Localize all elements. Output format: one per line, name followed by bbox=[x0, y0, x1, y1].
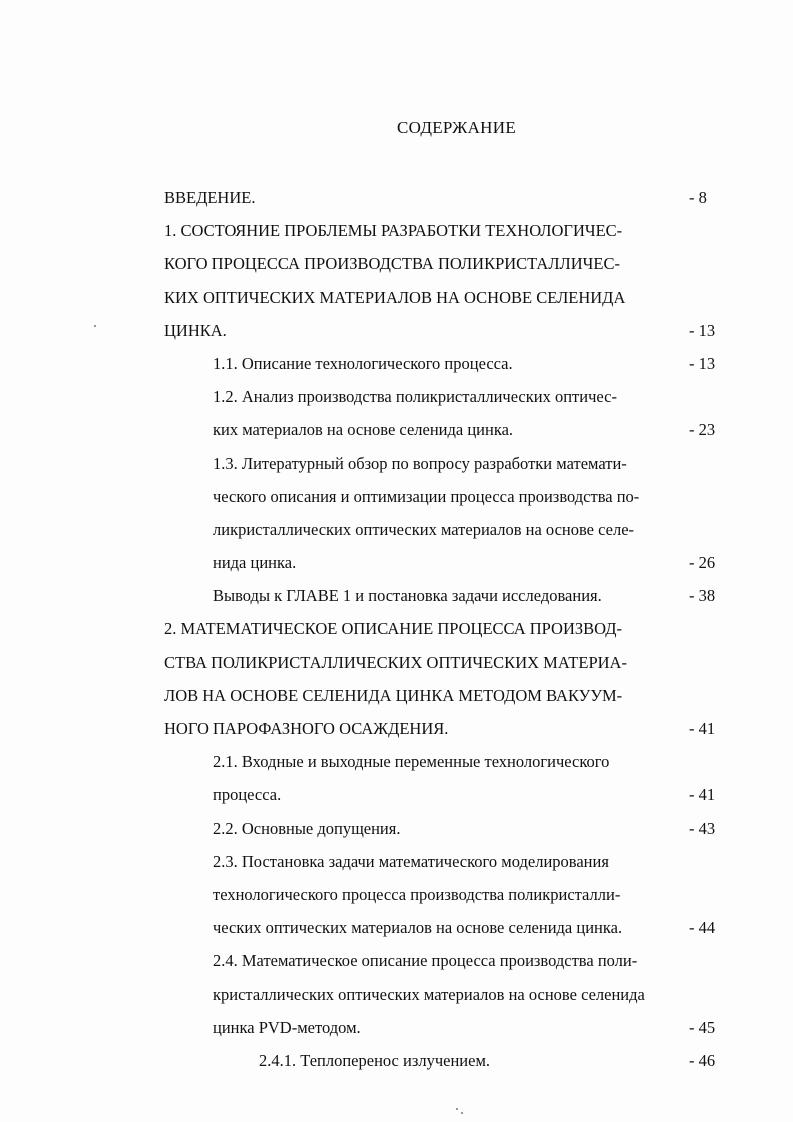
toc-entry-text: 1.2. Анализ производства поликристаллических оптичес- bbox=[213, 387, 617, 407]
toc-entry bbox=[0, 712, 793, 745]
toc-entry bbox=[0, 546, 793, 579]
toc-entry bbox=[0, 878, 793, 911]
page-title: СОДЕРЖАНИЕ bbox=[396, 118, 517, 137]
toc-page-number: - 41 bbox=[689, 719, 716, 738]
toc-entry-text: НОГО ПАРОФАЗНОГО ОСАЖДЕНИЯ. bbox=[164, 719, 449, 738]
toc-entry-text: нида цинка. bbox=[213, 553, 297, 573]
toc-entry bbox=[0, 978, 793, 1011]
toc-entry-text: 1. СОСТОЯНИЕ ПРОБЛЕМЫ РАЗРАБОТКИ ТЕХНОЛОГИЧЕС- bbox=[164, 221, 623, 241]
toc-page-number: - 8 bbox=[689, 188, 707, 207]
toc-entry-text: технологического процесса производства поликристалли- bbox=[213, 884, 621, 904]
scan-speck bbox=[461, 1112, 463, 1114]
toc-page-number: - 46 bbox=[689, 1050, 716, 1070]
toc-page-number: - 23 bbox=[689, 420, 716, 440]
toc-page-number: - 13 bbox=[689, 320, 716, 340]
toc-entry bbox=[0, 347, 793, 380]
toc-page-number: - 41 bbox=[689, 785, 716, 805]
toc-entry bbox=[0, 778, 793, 811]
toc-entry-text: Выводы к ГЛАВЕ 1 и постановка задачи исследования. bbox=[213, 586, 602, 606]
toc-entry-text: кристаллических оптических материалов на основе селенида bbox=[213, 984, 645, 1004]
toc-page-number: - 13 bbox=[689, 353, 716, 373]
toc-entry-text: 2.4. Математическое описание процесса производства поли- bbox=[213, 951, 638, 971]
toc-entry bbox=[0, 1044, 793, 1077]
toc-entry bbox=[0, 181, 793, 214]
toc-entry-text: ких материалов на основе селенида цинка. bbox=[213, 420, 514, 440]
toc-entry-text: ВВЕДЕНИЕ. bbox=[164, 188, 256, 207]
toc-entry-text: ческих оптических материалов на основе селенида цинка. bbox=[213, 918, 623, 938]
toc-entry bbox=[0, 612, 793, 645]
toc-entry-text: 2.1. Входные и выходные переменные технологического bbox=[213, 752, 610, 772]
toc-entry bbox=[0, 845, 793, 878]
table-of-contents bbox=[0, 181, 793, 1077]
toc-entry bbox=[0, 944, 793, 977]
toc-page-number: - 26 bbox=[689, 553, 716, 573]
toc-entry-text: 2. МАТЕМАТИЧЕСКОЕ ОПИСАНИЕ ПРОЦЕССА ПРОИЗВОД- bbox=[164, 619, 623, 639]
scan-speck bbox=[94, 325, 96, 327]
toc-page-number: - 45 bbox=[689, 1017, 716, 1037]
toc-entry-text: процесса. bbox=[213, 785, 282, 805]
toc-entry-text: КОГО ПРОЦЕССА ПРОИЗВОДСТВА ПОЛИКРИСТАЛЛИЧЕС- bbox=[164, 254, 620, 274]
toc-entry-text: СТВА ПОЛИКРИСТАЛЛИЧЕСКИХ ОПТИЧЕСКИХ МАТЕРИА- bbox=[164, 652, 627, 672]
toc-entry bbox=[0, 745, 793, 778]
toc-entry bbox=[0, 911, 793, 944]
toc-entry-text: 2.2. Основные допущения. bbox=[213, 818, 401, 838]
toc-entry bbox=[0, 1011, 793, 1044]
toc-entry bbox=[0, 812, 793, 845]
toc-entry-text: ликристаллических оптических материалов на основе селе- bbox=[213, 519, 635, 539]
toc-entry-text: 2.3. Постановка задачи математического моделирования bbox=[213, 851, 609, 871]
toc-page-number: - 43 bbox=[689, 818, 716, 838]
toc-entry bbox=[0, 214, 793, 247]
toc-entry bbox=[0, 281, 793, 314]
toc-entry bbox=[0, 646, 793, 679]
toc-entry-text: 1.1. Описание технологического процесса. bbox=[213, 353, 513, 373]
toc-entry-text: 1.3. Литературный обзор по вопросу разработки математи- bbox=[213, 453, 627, 473]
toc-entry-text: 2.4.1. Теплоперенос излучением. bbox=[259, 1050, 491, 1070]
toc-entry-text: КИХ ОПТИЧЕСКИХ МАТЕРИАЛОВ НА ОСНОВЕ СЕЛЕНИДА bbox=[164, 287, 626, 307]
toc-entry-text: ЛОВ НА ОСНОВЕ СЕЛЕНИДА ЦИНКА МЕТОДОМ ВАКУУМ- bbox=[164, 685, 623, 705]
toc-entry-text: цинка PVD-методом. bbox=[213, 1017, 361, 1037]
toc-entry bbox=[0, 679, 793, 712]
toc-page-number: - 44 bbox=[689, 918, 716, 938]
toc-entry bbox=[0, 447, 793, 480]
toc-entry bbox=[0, 579, 793, 612]
toc-entry bbox=[0, 247, 793, 280]
toc-entry bbox=[0, 314, 793, 347]
toc-page-number: - 38 bbox=[689, 586, 716, 606]
toc-entry-text: ческого описания и оптимизации процесса производства по- bbox=[213, 486, 640, 506]
toc-entry bbox=[0, 513, 793, 546]
toc-entry bbox=[0, 413, 793, 446]
toc-entry bbox=[0, 480, 793, 513]
toc-entry bbox=[0, 380, 793, 413]
toc-entry-text: ЦИНКА. bbox=[164, 320, 227, 340]
scan-speck bbox=[456, 1108, 458, 1110]
